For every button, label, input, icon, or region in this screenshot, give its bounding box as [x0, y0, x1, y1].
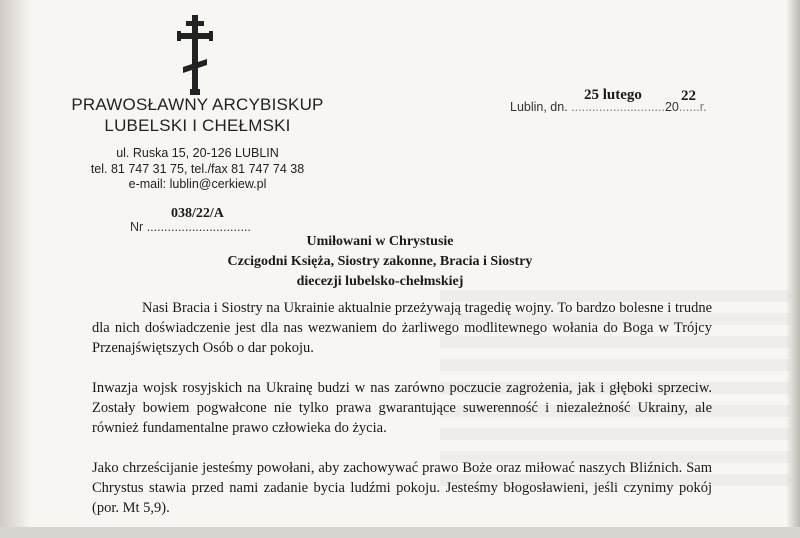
dateline-prefix: Lublin, dn. — [510, 100, 568, 114]
reference-dots: .............................. — [146, 220, 251, 234]
orthodox-cross-icon — [175, 15, 215, 95]
reference-label: Nr — [130, 220, 144, 234]
paragraph: Nasi Bracia i Siostry na Ukrainie aktualnie przeżywają tragedię wojny. To bardzo bolesne i trudne dla nich doświadczenie jest dla nas wezwaniem do żarliwego modlitewnego wołania do Boga w Trójcy Przenajświętszych Osób o dar pokoju. — [92, 300, 712, 356]
handwritten-year: 22 — [681, 88, 696, 104]
salutation-line1: Umiłowani w Chrystusie — [306, 234, 454, 249]
page-edge-shadow — [786, 0, 800, 527]
salutation — [200, 232, 560, 292]
address-block — [60, 146, 335, 193]
street-address: ul. Ruska 15, 20-126 LUBLIN — [116, 146, 279, 160]
org-name-line1: PRAWOSŁAWNY ARCYBISKUP — [71, 95, 324, 114]
letterhead — [60, 94, 335, 193]
salutation-line3: diecezji lubelsko-chełmskiej — [296, 274, 464, 289]
handwritten-date: 25 lutego — [584, 87, 642, 103]
handwritten-reference: 038/22/A — [171, 206, 224, 221]
org-name-line2: LUBELSKI I CHEŁMSKI — [104, 116, 291, 135]
letter-body — [92, 298, 712, 538]
salutation-line2: Czcigodni Księża, Siostry zakonne, Bracia i Siostry — [227, 254, 533, 269]
dateline-century: 20 — [664, 100, 679, 114]
phone-numbers: tel. 81 747 31 75, tel./fax 81 747 74 38 — [90, 161, 305, 176]
dateline-dots: ........................... — [571, 100, 665, 114]
paragraph: Jako chrześcijanie jesteśmy powołani, aby zachowywać prawo Boże oraz miłować naszych Bliźnich. Sam Chrystus stawia przed nami zadanie bycia ludźmi pokoju. Jesteśmy błogosławieni, jeśli czynimy pokój (por. Mt 5,9). — [92, 460, 712, 516]
email-address: e-mail: lublin@cerkiew.pl — [128, 177, 267, 191]
dateline-end-dots: ......r. — [678, 100, 707, 114]
paragraph: Inwazja wojsk rosyjskich na Ukrainę budzi w nas zarówno poczucie zagrożenia, jak i głęboki sprzeciw. Zostały bowiem pogwałcone nie tylko prawa gwarantujące suwerenność i niezależność Ukrainy, ale również fundamentalne prawo człowieka do życia. — [92, 380, 712, 436]
